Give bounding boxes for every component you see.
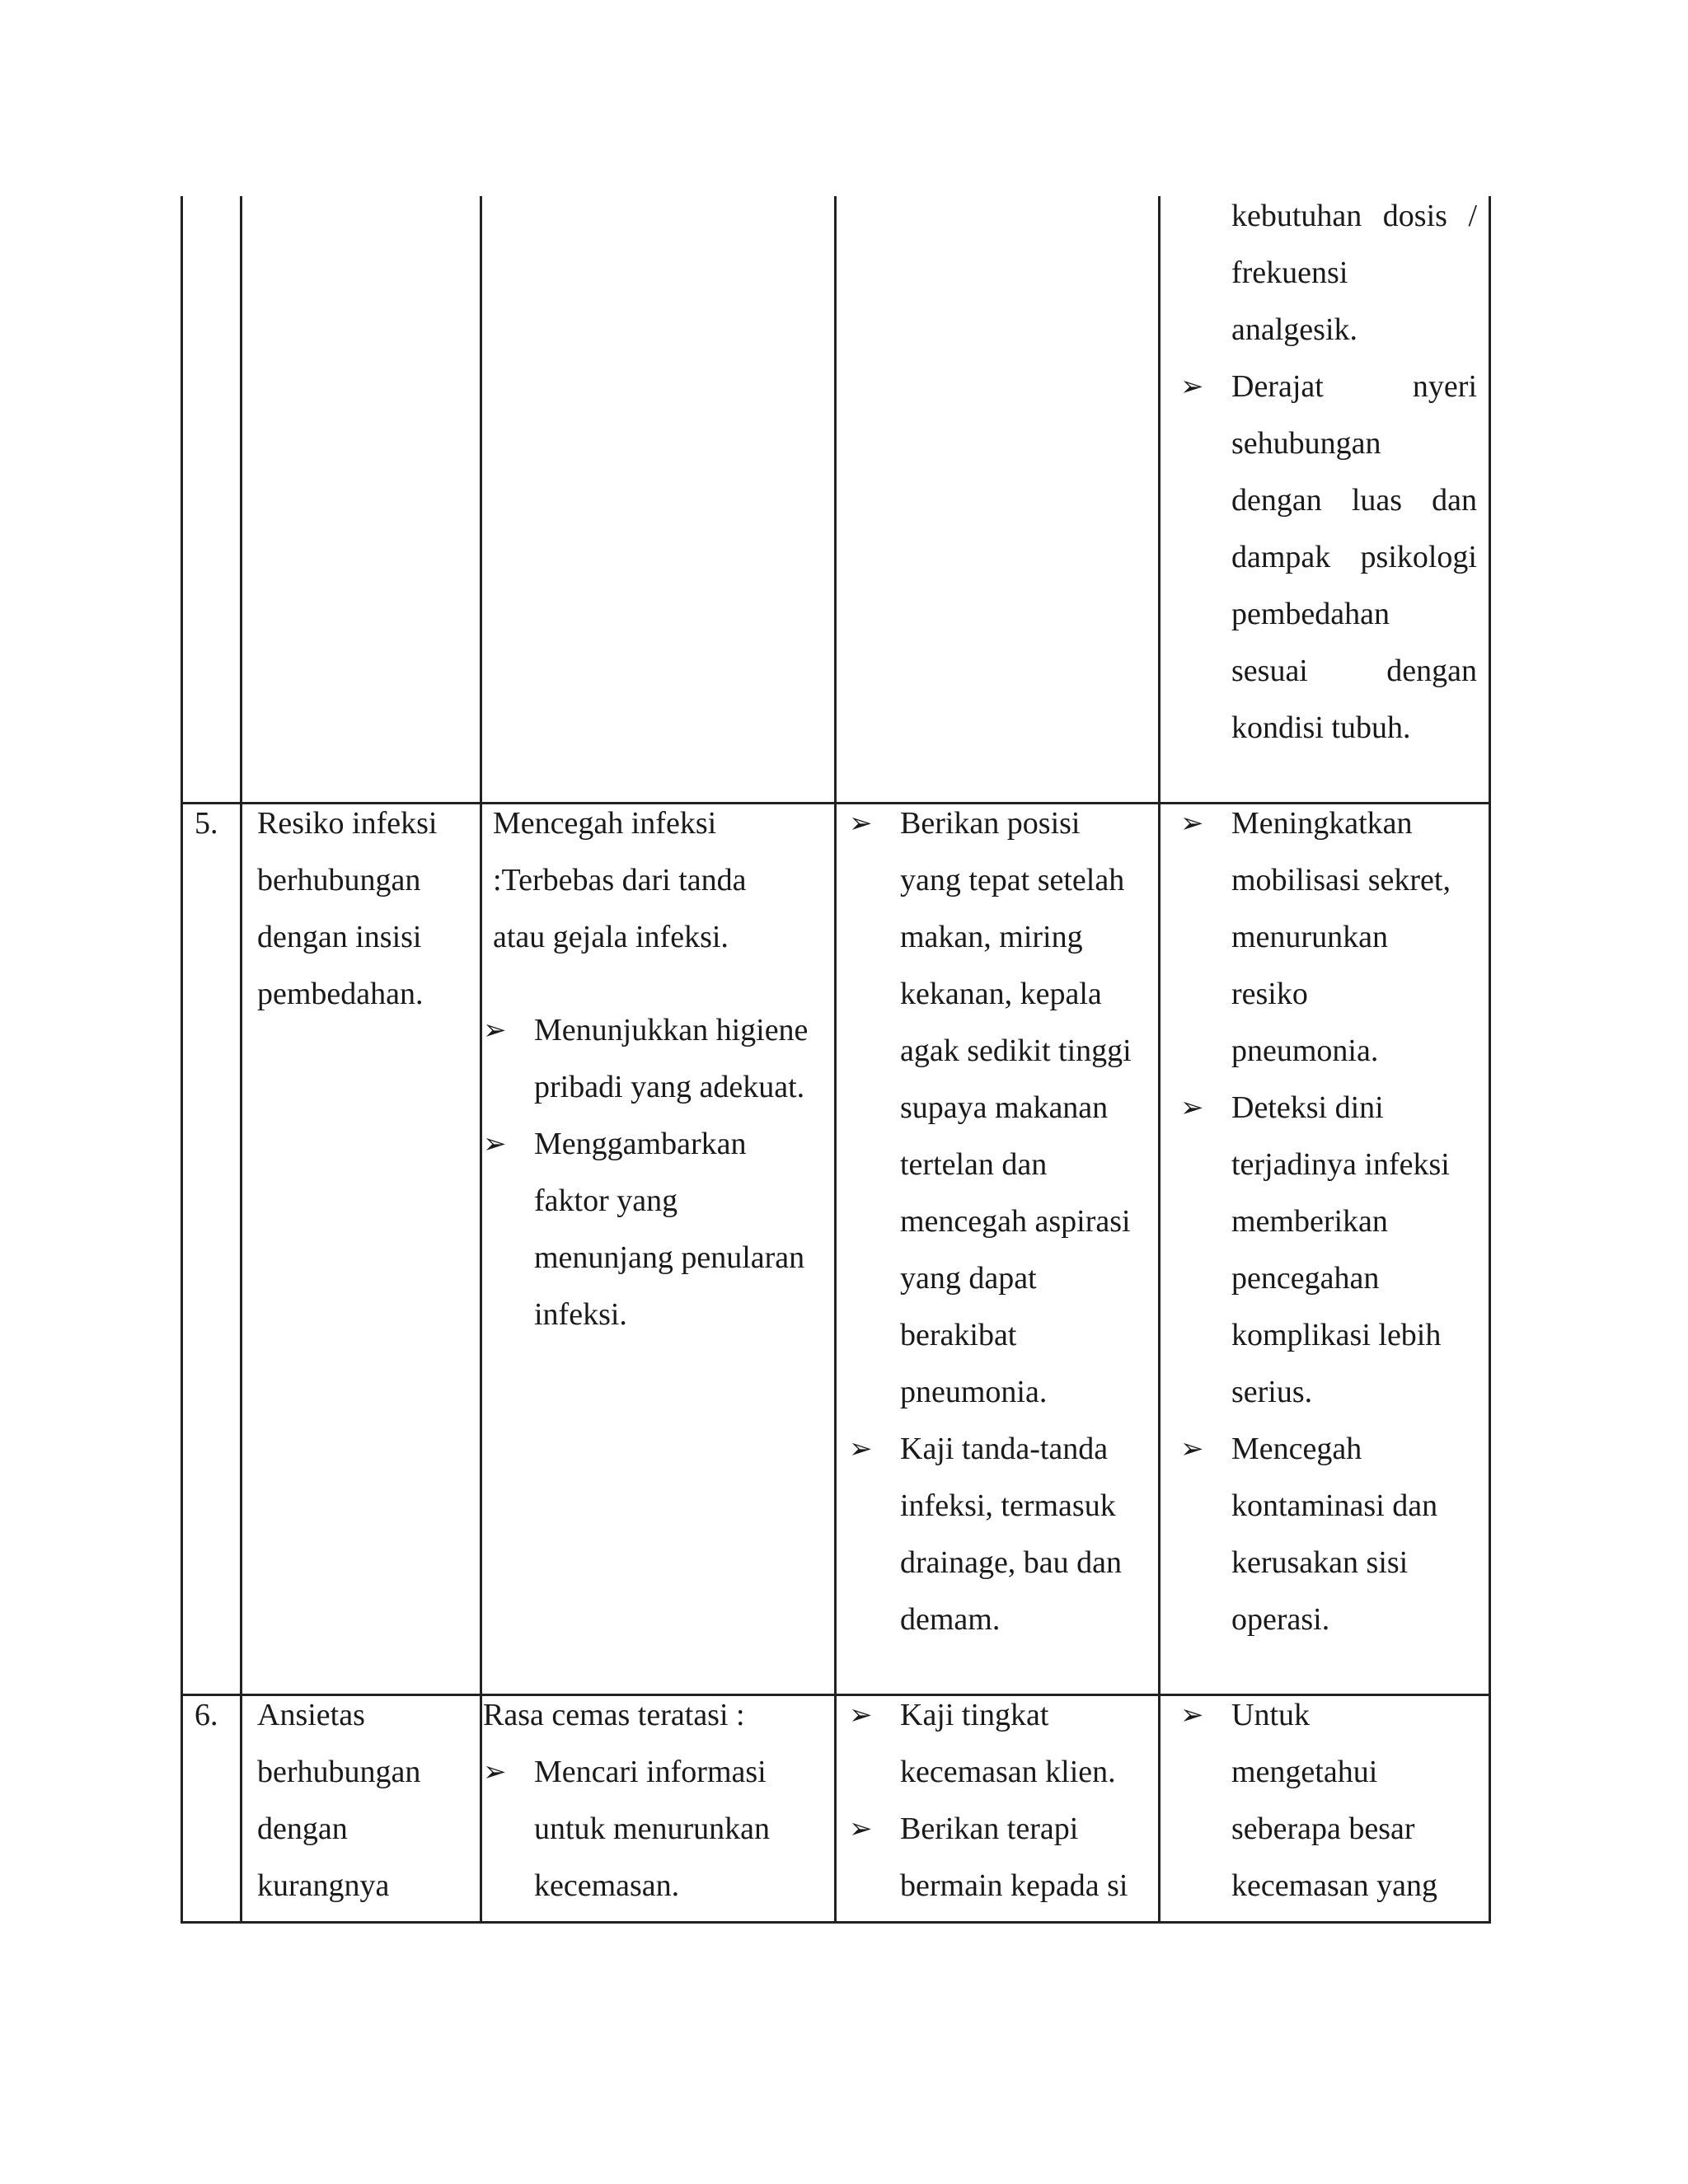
text-line: kebutuhan dosis / xyxy=(1231,199,1477,233)
text-line: infeksi. xyxy=(534,1297,627,1332)
text-line: serius. xyxy=(1231,1375,1313,1409)
arrow-bullet-icon: ➢ xyxy=(1180,1432,1204,1465)
row5-goal xyxy=(483,795,829,1343)
text-line: menurunkan xyxy=(1231,920,1388,954)
text-line: Deteksi dini xyxy=(1231,1090,1384,1125)
text-line: mobilisasi sekret, xyxy=(1231,863,1451,898)
text-line: supaya makanan xyxy=(900,1090,1109,1125)
text-line: berakibat xyxy=(900,1318,1017,1352)
text-line: Ansietas xyxy=(257,1698,365,1732)
row5-interventions xyxy=(849,795,1154,1648)
list-item xyxy=(483,1744,829,1915)
text-line: dengan insisi xyxy=(257,920,422,954)
text-line: pneumonia. xyxy=(1231,1033,1379,1068)
row5-diagnosis xyxy=(257,795,473,1023)
text-line: faktor yang xyxy=(534,1183,678,1218)
text-line: untuk menurunkan xyxy=(534,1811,771,1846)
text-line: yang dapat xyxy=(900,1261,1037,1296)
text-line: komplikasi lebih xyxy=(1231,1318,1442,1352)
continuation-bullet-list xyxy=(1180,359,1477,757)
arrow-bullet-icon: ➢ xyxy=(483,1755,507,1788)
list-item xyxy=(1180,359,1477,757)
table-divider-1 xyxy=(240,196,242,1924)
text-line: operasi. xyxy=(1231,1602,1330,1637)
text-line: pneumonia. xyxy=(900,1375,1048,1409)
text-line: mengetahui xyxy=(1231,1755,1378,1789)
text-line: :Terbebas dari tanda xyxy=(493,863,747,898)
text-line: sesuai dengan xyxy=(1231,654,1477,688)
text-line: yang tepat setelah xyxy=(900,863,1125,898)
text-line: Derajat nyeri xyxy=(1231,369,1477,404)
text-line: Resiko infeksi xyxy=(257,806,438,841)
list-item xyxy=(483,1002,829,1116)
row5-number: 5. xyxy=(195,806,218,841)
table-border-left xyxy=(181,196,183,1924)
text-line: Berikan posisi xyxy=(900,806,1081,841)
goal-criteria-list xyxy=(483,1002,829,1343)
arrow-bullet-icon: ➢ xyxy=(849,1812,873,1845)
text-line: drainage, bau dan xyxy=(900,1545,1123,1580)
text-line: analgesik. xyxy=(1231,312,1358,347)
text-line: Menunjukkan higiene xyxy=(534,1013,809,1047)
text-line: sehubungan xyxy=(1231,426,1381,461)
table-divider-4 xyxy=(1158,196,1160,1924)
text-line: demam. xyxy=(900,1602,1001,1637)
text-line: agak sedikit tinggi xyxy=(900,1033,1132,1068)
list-item xyxy=(1180,1080,1477,1421)
text-line: Rasa cemas teratasi : xyxy=(483,1698,745,1732)
text-line: dengan luas dan xyxy=(1231,483,1477,518)
text-line: mencegah aspirasi xyxy=(900,1204,1131,1239)
interventions-list xyxy=(849,795,1154,1648)
text-line: kurangnya xyxy=(257,1868,390,1903)
interventions-list xyxy=(849,1687,1154,1915)
list-item xyxy=(849,1801,1154,1915)
text-line: dengan xyxy=(257,1811,348,1846)
text-line: Kaji tanda-tanda xyxy=(900,1432,1109,1466)
arrow-bullet-icon: ➢ xyxy=(1180,807,1204,840)
text-line: memberikan xyxy=(1231,1204,1388,1239)
arrow-bullet-icon: ➢ xyxy=(849,807,873,840)
text-line: dampak psikologi xyxy=(1231,540,1477,574)
continuation-rationale xyxy=(1180,188,1477,757)
arrow-bullet-icon: ➢ xyxy=(1180,1091,1204,1124)
text-line: pembedahan. xyxy=(257,977,424,1011)
arrow-bullet-icon: ➢ xyxy=(483,1014,507,1047)
text-line: pencegahan xyxy=(1231,1261,1380,1296)
list-item xyxy=(1180,1421,1477,1648)
row6-rationale xyxy=(1180,1687,1477,1915)
text-line: bermain kepada si xyxy=(900,1868,1128,1903)
text-line: Mencegah infeksi xyxy=(493,806,717,841)
text-line: Meningkatkan xyxy=(1231,806,1413,841)
arrow-bullet-icon: ➢ xyxy=(849,1699,873,1732)
row6-goal xyxy=(483,1687,829,1915)
text-line: frekuensi xyxy=(1231,255,1348,290)
text-line: kekanan, kepala xyxy=(900,977,1102,1011)
list-item xyxy=(849,1421,1154,1648)
rationale-list xyxy=(1180,1687,1477,1915)
text-line: Untuk xyxy=(1231,1698,1310,1732)
text-line: terjadinya infeksi xyxy=(1231,1147,1450,1182)
text-line: pribadi yang adekuat. xyxy=(534,1070,805,1104)
continuation-plain-block xyxy=(1180,188,1477,359)
rationale-list xyxy=(1180,795,1477,1648)
table-border-bottom xyxy=(181,1921,1491,1924)
text-line: infeksi, termasuk xyxy=(900,1488,1116,1523)
text-line: berhubungan xyxy=(257,1755,421,1789)
arrow-bullet-icon: ➢ xyxy=(483,1127,507,1160)
text-line: kecemasan klien. xyxy=(900,1755,1116,1789)
list-item xyxy=(849,1687,1154,1801)
text-line: Berikan terapi xyxy=(900,1811,1079,1846)
row6-interventions xyxy=(849,1687,1154,1915)
arrow-bullet-icon: ➢ xyxy=(849,1432,873,1465)
text-line: Menggambarkan xyxy=(534,1127,747,1161)
text-line: makan, miring xyxy=(900,920,1083,954)
list-item xyxy=(1180,795,1477,1080)
text-line: kecemasan. xyxy=(534,1868,680,1903)
text-line: pembedahan xyxy=(1231,597,1390,631)
text-line: seberapa besar xyxy=(1231,1811,1415,1846)
row5-rationale xyxy=(1180,795,1477,1648)
text-line: kecemasan yang xyxy=(1231,1868,1438,1903)
row6-number: 6. xyxy=(195,1698,218,1732)
text-line: Mencegah xyxy=(1231,1432,1362,1466)
text-line: atau gejala infeksi. xyxy=(493,920,729,954)
list-item xyxy=(483,1116,829,1343)
table-divider-2 xyxy=(480,196,482,1924)
arrow-bullet-icon: ➢ xyxy=(1180,1699,1204,1732)
table-border-right xyxy=(1489,196,1491,1924)
text-line: resiko xyxy=(1231,977,1308,1011)
table-divider-3 xyxy=(834,196,837,1924)
arrow-bullet-icon: ➢ xyxy=(1180,370,1204,403)
text-line: kerusakan sisi xyxy=(1231,1545,1409,1580)
text-line: Mencari informasi xyxy=(534,1755,767,1789)
goal-criteria-list xyxy=(483,1744,829,1915)
text-line: kontaminasi dan xyxy=(1231,1488,1438,1523)
text-line: tertelan dan xyxy=(900,1147,1048,1182)
text-line: Kaji tingkat xyxy=(900,1698,1049,1732)
text-line: menunjang penularan xyxy=(534,1240,805,1275)
text-line: berhubungan xyxy=(257,863,421,898)
list-item xyxy=(849,795,1154,1421)
row6-diagnosis xyxy=(257,1687,473,1915)
list-item xyxy=(1180,1687,1477,1915)
text-line: kondisi tubuh. xyxy=(1231,710,1411,745)
goal-intro xyxy=(483,795,829,966)
